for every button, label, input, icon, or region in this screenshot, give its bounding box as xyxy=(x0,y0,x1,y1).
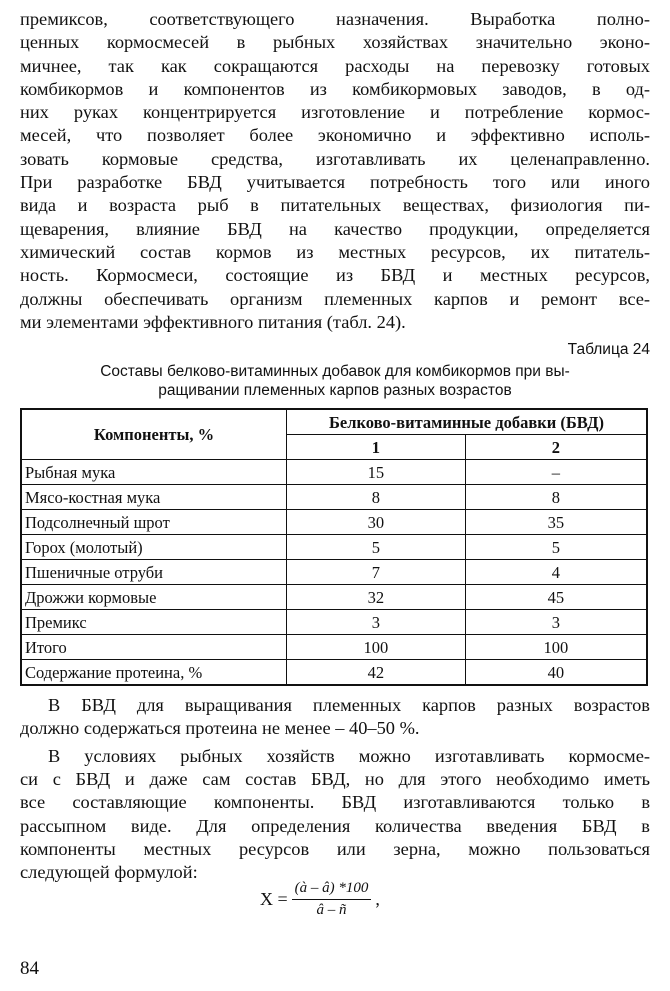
table-label: Таблица 24 xyxy=(567,341,650,359)
table-row xyxy=(21,460,647,485)
intro-line: химический состав кормов из местных ресурсов, их питатель- xyxy=(20,241,650,262)
page-content xyxy=(20,8,650,885)
intro-line: должны обеспечивать организм племенных карпов и ремонт все- xyxy=(20,288,650,309)
header-col-2: 2 xyxy=(465,435,647,460)
bvd2-value: 40 xyxy=(465,660,647,686)
component-name: Пшеничные отруби xyxy=(21,560,287,585)
intro-line: ность. Кормосмеси, состоящие из БВД и местных ресурсов, xyxy=(20,265,650,286)
bvd2-value: 45 xyxy=(465,585,647,610)
intro-line: премиксов, соответствующего назначения. Выработка полно- xyxy=(20,9,650,29)
header-col-1: 1 xyxy=(287,435,466,460)
table-row xyxy=(21,510,647,535)
formula-intro-line: компоненты местных ресурсов или зерна, можно пользоваться xyxy=(20,838,650,859)
bvd2-value: – xyxy=(465,460,647,485)
bvd2-value: 3 xyxy=(465,610,647,635)
intro-line: комбикормов и компонентов из комбикормовых заводов, в од- xyxy=(20,78,650,99)
bvd1-value: 8 xyxy=(287,485,466,510)
intro-line: месей, что позволяет более экономично и эффективно исполь- xyxy=(20,125,650,146)
component-name: Дрожжи кормовые xyxy=(21,585,287,610)
formula-intro-line: си с БВД и даже сам состав БВД, но для этого необходимо иметь xyxy=(20,769,650,790)
table-row xyxy=(21,560,647,585)
protein-line: должно содержаться протеина не менее – 40–50 %. xyxy=(20,718,420,739)
bvd2-value: 5 xyxy=(465,535,647,560)
formula xyxy=(260,880,380,919)
bvd1-value: 3 xyxy=(287,610,466,635)
bvd1-value: 15 xyxy=(287,460,466,485)
caption-line: ращивании племенных карпов разных возрастов xyxy=(158,382,512,400)
paragraph-formula-intro xyxy=(20,745,650,885)
component-name: Итого xyxy=(21,635,287,660)
component-name: Мясо-костная мука xyxy=(21,485,287,510)
bvd2-value: 4 xyxy=(465,560,647,585)
component-name: Премикс xyxy=(21,610,287,635)
bvd2-value: 100 xyxy=(465,635,647,660)
table-row xyxy=(21,660,647,686)
table-row xyxy=(21,585,647,610)
table-row xyxy=(21,610,647,635)
formula-intro-line: В условиях рыбных хозяйств можно изготавливать кормосме- xyxy=(48,745,650,766)
intro-line: вида и возраста рыб в питательных веществах, физиология пи- xyxy=(20,195,650,216)
intro-line: ценных кормосмесей в рыбных хозяйствах значительно эконо- xyxy=(20,32,650,53)
intro-line: зовать кормовые средства, изготавливать их целенаправленно. xyxy=(20,148,650,169)
formula-intro-line: следующей формулой: xyxy=(20,862,198,883)
table-row xyxy=(21,535,647,560)
formula-fraction xyxy=(292,880,372,919)
bvd2-value: 35 xyxy=(465,510,647,535)
bvd1-value: 30 xyxy=(287,510,466,535)
formula-lhs: X = xyxy=(260,889,288,909)
caption-line: Составы белково-витаминных добавок для комбикормов при вы- xyxy=(100,363,570,381)
table-row xyxy=(21,485,647,510)
component-name: Горох (молотый) xyxy=(21,535,287,560)
paragraph-intro xyxy=(20,8,650,334)
intro-line: мичнее, так как сокращаются расходы на перевозку готовых xyxy=(20,55,650,76)
header-bvd-group: Белково-витаминные добавки (БВД) xyxy=(287,409,648,435)
bvd-table xyxy=(20,408,648,686)
bvd1-value: 32 xyxy=(287,585,466,610)
header-components: Компоненты, % xyxy=(21,409,287,460)
bvd2-value: 8 xyxy=(465,485,647,510)
page-number: 84 xyxy=(20,958,39,979)
component-name: Содержание протеина, % xyxy=(21,660,287,686)
intro-line: При разработке БВД учитывается потребность того или иного xyxy=(20,172,650,193)
intro-line: ми элементами эффективного питания (табл. 24). xyxy=(20,311,406,332)
bvd1-value: 5 xyxy=(287,535,466,560)
bvd1-value: 7 xyxy=(287,560,466,585)
formula-intro-line: все составляющие компоненты. БВД изготавливаются только в xyxy=(20,792,650,813)
table-row xyxy=(21,635,647,660)
intro-line: них руках концентрируется изготовление и потребление кормос- xyxy=(20,102,650,123)
bvd1-value: 100 xyxy=(287,635,466,660)
formula-trail: , xyxy=(375,889,380,909)
protein-line: В БВД для выращивания племенных карпов разных возрастов xyxy=(48,695,650,716)
component-name: Рыбная мука xyxy=(21,460,287,485)
bvd1-value: 42 xyxy=(287,660,466,686)
paragraph-protein xyxy=(20,694,650,741)
component-name: Подсолнечный шрот xyxy=(21,510,287,535)
formula-intro-line: рассыпном виде. Для определения количества введения БВД в xyxy=(20,815,650,836)
formula-numerator: (à – â) *100 xyxy=(292,880,372,900)
table-caption xyxy=(20,362,650,400)
intro-line: щеварения, влияние БВД на качество продукции, определяется xyxy=(20,218,650,239)
formula-denominator: â – ñ xyxy=(316,902,347,918)
